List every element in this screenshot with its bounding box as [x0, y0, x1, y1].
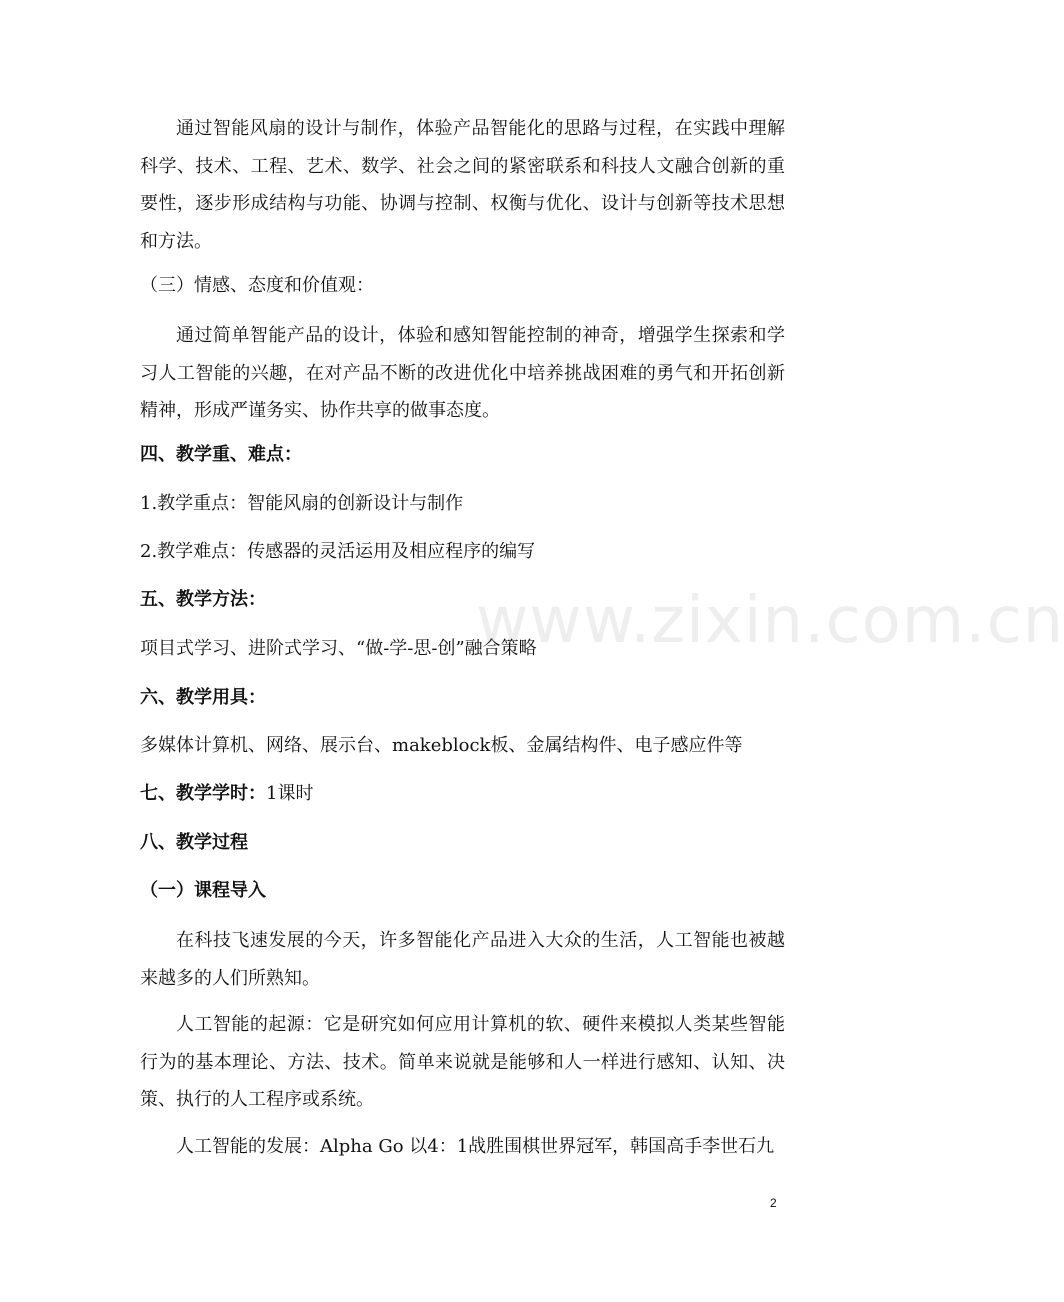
emotion-paragraph: 通过简单智能产品的设计，体验和感知智能控制的神奇，增强学生探索和学习人工智能的兴趣，在对产品不断的改进优化中培养挑战困难的勇气和开拓创新精神，形成严谨务实、协作共享的做事态度。	[140, 325, 785, 421]
watermark: www.zixin.com.cn	[476, 584, 1064, 658]
difficult-point-item: 2.教学难点：传感器的灵活运用及相应程序的编写	[140, 541, 536, 562]
teaching-hours-line	[140, 775, 785, 813]
teaching-hours-heading: 七、教学学时：	[140, 783, 266, 804]
key-point-item: 1.教学重点：智能风扇的创新设计与制作	[140, 493, 464, 514]
page-number: 2	[770, 1196, 777, 1210]
intro-paragraph: 通过智能风扇的设计与制作，体验产品智能化的思路与过程，在实践中理解科学、技术、工程、艺术、数学、社会之间的紧密联系和科技人文融合创新的重要性，逐步形成结构与功能、协调与控制、权衡与优化、设计与创新等技术思想和方法。	[140, 118, 785, 252]
process-paragraph-2: 人工智能的起源：它是研究如何应用计算机的软、硬件来模拟人类某些智能行为的基本理论、方法、技术。简单来说就是能够和人一样进行感知、认知、决策、执行的人工程序或系统。	[140, 1014, 785, 1110]
emotion-heading: （三）情感、态度和价值观：	[140, 275, 374, 296]
teaching-method-text: 项目式学习、进阶式学习、“做-学-思-创”融合策略	[140, 638, 537, 659]
teaching-tools-heading: 六、教学用具：	[140, 687, 266, 708]
teaching-hours-value: 1课时	[266, 783, 314, 804]
teaching-process-heading: 八、教学过程	[140, 832, 248, 853]
teaching-tools-text: 多媒体计算机、网络、展示台、makeblock板、金属结构件、电子感应件等	[140, 735, 743, 756]
key-points-heading: 四、教学重、难点：	[140, 444, 302, 465]
process-paragraph-1: 在科技飞速发展的今天，许多智能化产品进入大众的生活，人工智能也被越来越多的人们所熟知。	[140, 930, 785, 989]
course-intro-heading: （一）课程导入	[140, 880, 266, 901]
teaching-method-heading: 五、教学方法：	[140, 589, 266, 610]
process-paragraph-3: 人工智能的发展：Alpha Go 以4：1战胜围棋世界冠军，韩国高手李世石九	[176, 1136, 775, 1157]
